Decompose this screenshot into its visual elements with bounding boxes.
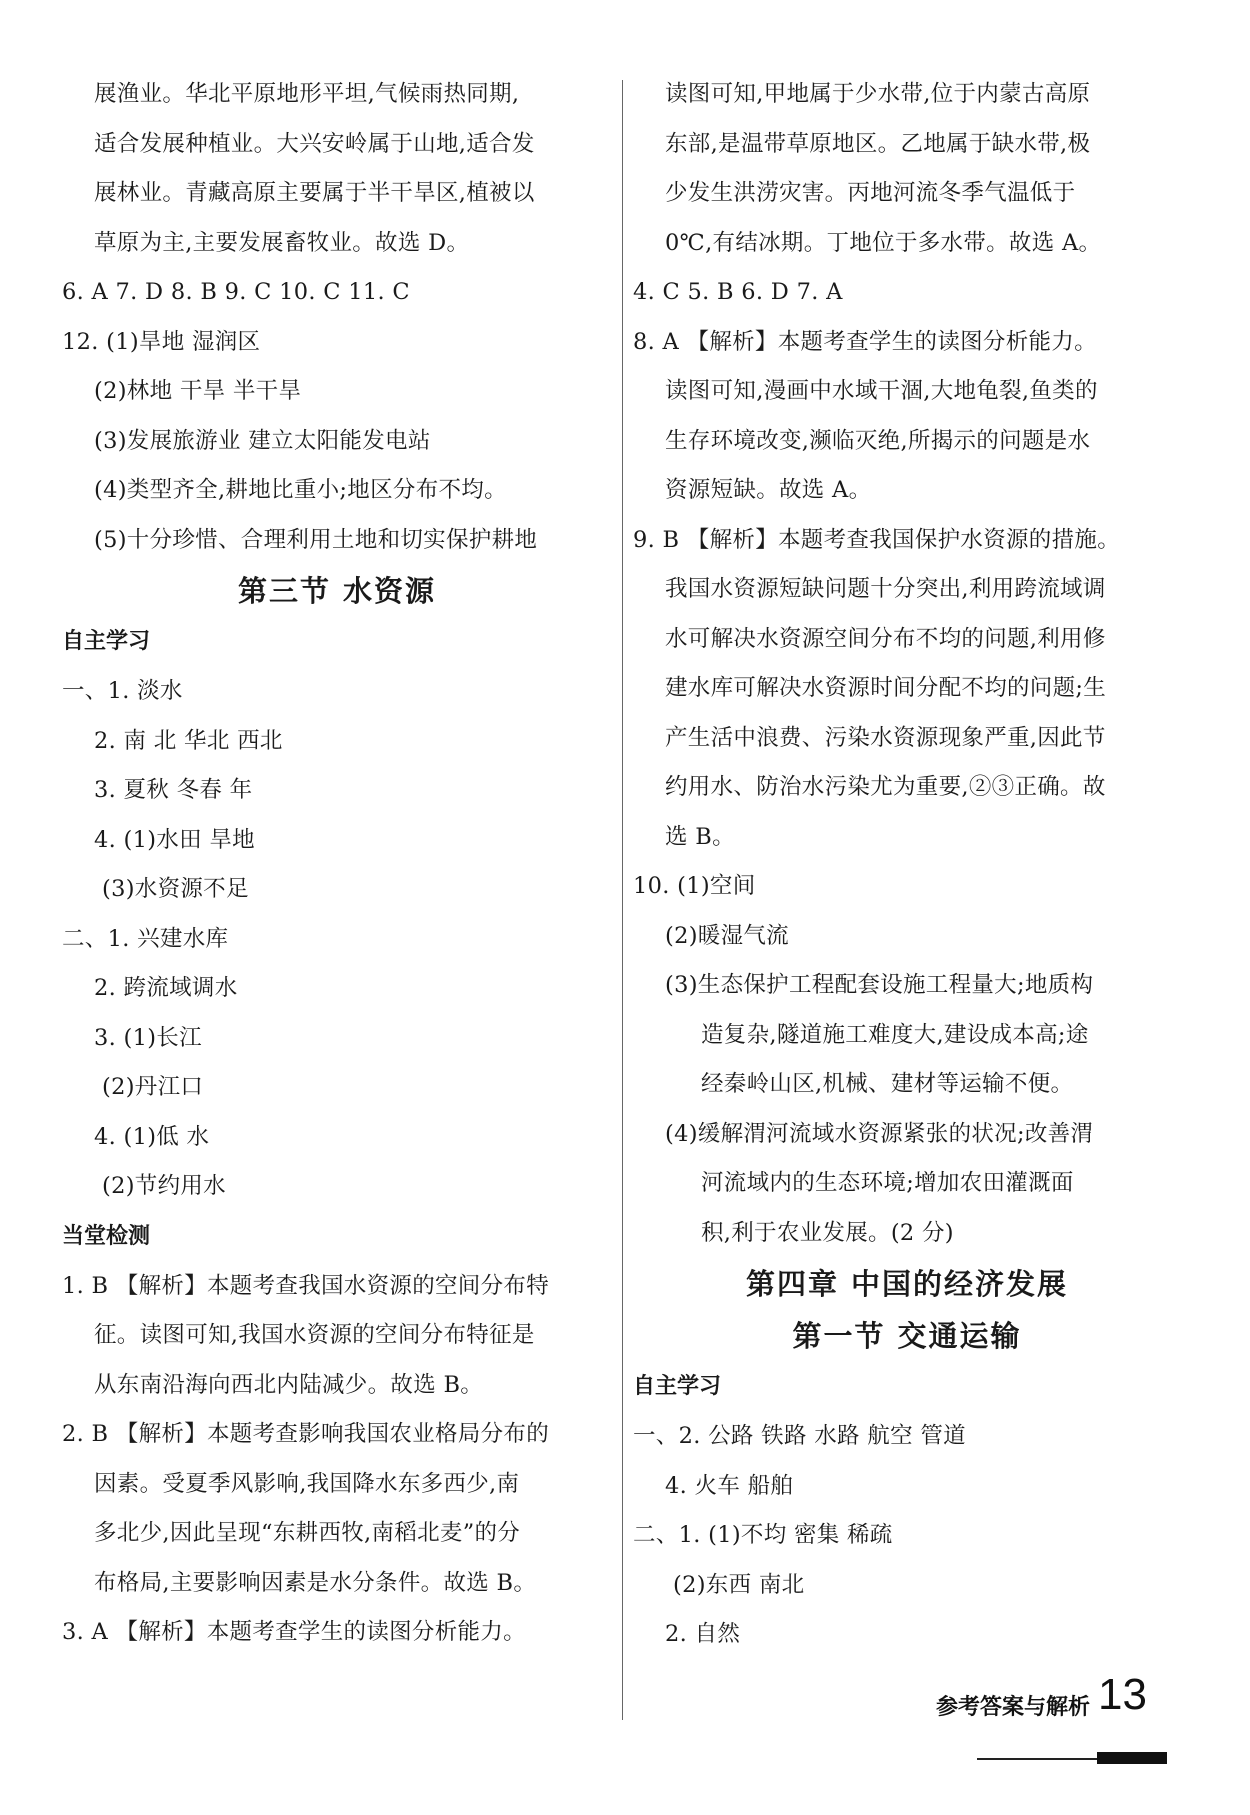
answer-line: 读图可知,甲地属于少水带,位于内蒙古高原 <box>665 81 1091 107</box>
answer-line: 0℃,有结冰期。丁地位于多水带。故选 A。 <box>665 229 1102 256</box>
section-heading: 第四章 中国的经济发展 <box>745 1267 1069 1301</box>
answer-line: 河流域内的生态环境;增加农田灌溉面 <box>701 1170 1074 1196</box>
answer-line: 展林业。青藏高原主要属于半干旱区,植被以 <box>94 180 535 206</box>
answer-line: (3)生态保护工程配套设施工程量大;地质构 <box>665 972 1094 998</box>
answer-line: 二、1. (1)不均 密集 稀疏 <box>633 1522 893 1548</box>
answer-line: 2. 跨流域调水 <box>94 975 238 1001</box>
footer-rule-block <box>1097 1752 1167 1764</box>
answer-line: 我国水资源短缺问题十分突出,利用跨流域调 <box>665 576 1106 602</box>
answer-line: 建水库可解决水资源时间分配不均的问题;生 <box>665 675 1107 701</box>
answer-line: 选 B。 <box>665 823 735 850</box>
column-divider <box>622 80 623 1720</box>
answer-line: 10. (1)空间 <box>633 873 756 899</box>
answer-line: 资源短缺。故选 A。 <box>665 477 872 503</box>
answer-line: 积,利于农业发展。(2 分) <box>701 1219 954 1246</box>
answer-line: 东部,是温带草原地区。乙地属于缺水带,极 <box>665 130 1091 157</box>
answer-line: 水可解决水资源空间分布不均的问题,利用修 <box>665 625 1106 652</box>
answer-line: 2. 自然 <box>665 1621 741 1647</box>
answer-line: 经秦岭山区,机械、建材等运输不便。 <box>701 1071 1074 1097</box>
right-column <box>633 70 1181 1660</box>
answer-line: 一、2. 公路 铁路 水路 航空 管道 <box>633 1423 966 1449</box>
answer-line: (3)发展旅游业 建立太阳能发电站 <box>94 427 431 454</box>
answer-line: 二、1. 兴建水库 <box>62 925 229 952</box>
answer-line: 造复杂,隧道施工难度大,建设成本高;途 <box>701 1021 1089 1048</box>
answer-line: 8. A 【解析】本题考查学生的读图分析能力。 <box>633 328 1097 355</box>
page-number: 13 <box>1098 1670 1147 1719</box>
answer-line: 草原为主,主要发展畜牧业。故选 D。 <box>94 229 470 256</box>
answer-line: 征。读图可知,我国水资源的空间分布特征是 <box>94 1322 535 1348</box>
answer-line: 9. B 【解析】本题考查我国保护水资源的措施。 <box>633 526 1121 553</box>
answer-line: 展渔业。华北平原地形平坦,气候雨热同期, <box>94 81 520 107</box>
answer-line: (2)节约用水 <box>102 1173 226 1199</box>
answer-line: 4. (1)低 水 <box>94 1123 210 1150</box>
answer-line: (2)林地 干旱 半干旱 <box>94 378 302 404</box>
answer-line: (2)丹江口 <box>102 1074 204 1100</box>
answer-line: 生存环境改变,濒临灭绝,所揭示的问题是水 <box>665 427 1091 454</box>
section-heading: 第三节 水资源 <box>237 574 437 608</box>
answer-line: 读图可知,漫画中水域干涸,大地龟裂,鱼类的 <box>665 378 1098 404</box>
answer-line: 从东南沿海向西北内陆减少。故选 B。 <box>94 1371 484 1398</box>
left-column <box>62 70 612 1658</box>
answer-line: 一、1. 淡水 <box>62 678 183 704</box>
answer-line: 布格局,主要影响因素是水分条件。故选 B。 <box>94 1569 537 1596</box>
answer-line: 因素。受夏季风影响,我国降水东多西少,南 <box>94 1470 520 1497</box>
answer-line: 产生活中浪费、污染水资源现象严重,因此节 <box>665 724 1106 751</box>
answer-line: 12. (1)旱地 湿润区 <box>62 328 261 355</box>
subsection-label: 自主学习 <box>62 629 151 654</box>
answer-line: (4)缓解渭河流域水资源紧张的状况;改善渭 <box>665 1120 1094 1147</box>
answer-line: (2)东西 南北 <box>673 1571 805 1598</box>
answer-line: (2)暖湿气流 <box>665 922 789 949</box>
answer-line: 6. A 7. D 8. B 9. C 10. C 11. C <box>62 279 410 305</box>
answer-line: 3. (1)长江 <box>94 1024 202 1051</box>
answer-line: 4. C 5. B 6. D 7. A <box>633 279 843 305</box>
answer-line: 3. A 【解析】本题考查学生的读图分析能力。 <box>62 1619 526 1645</box>
subsection-label: 自主学习 <box>633 1374 722 1399</box>
answer-line: 4. (1)水田 旱地 <box>94 826 255 853</box>
answer-line: 少发生洪涝灾害。丙地河流冬季气温低于 <box>665 180 1076 206</box>
answer-line: 2. B 【解析】本题考查影响我国农业格局分布的 <box>62 1421 550 1447</box>
answer-line: (3)水资源不足 <box>102 876 249 902</box>
answer-line: 2. 南 北 华北 西北 <box>94 727 283 754</box>
answer-line: (4)类型齐全,耕地比重小;地区分布不均。 <box>94 477 507 503</box>
answer-line: 4. 火车 船舶 <box>665 1472 794 1499</box>
answer-line: 约用水、防治水污染尤为重要,②③正确。故 <box>665 774 1106 800</box>
footer-label: 参考答案与解析 <box>935 1695 1090 1720</box>
answer-line: 1. B 【解析】本题考查我国水资源的空间分布特 <box>62 1272 550 1299</box>
subsection-label: 当堂检测 <box>62 1223 151 1249</box>
section-heading: 第一节 交通运输 <box>792 1319 1022 1353</box>
answer-line: 多北少,因此呈现“东耕西牧,南稻北麦”的分 <box>94 1520 521 1546</box>
answer-line: 适合发展种植业。大兴安岭属于山地,适合发 <box>94 130 535 157</box>
answer-line: 3. 夏秋 冬春 年 <box>94 777 253 803</box>
answer-line: (5)十分珍惜、合理利用土地和切实保护耕地 <box>94 526 538 553</box>
